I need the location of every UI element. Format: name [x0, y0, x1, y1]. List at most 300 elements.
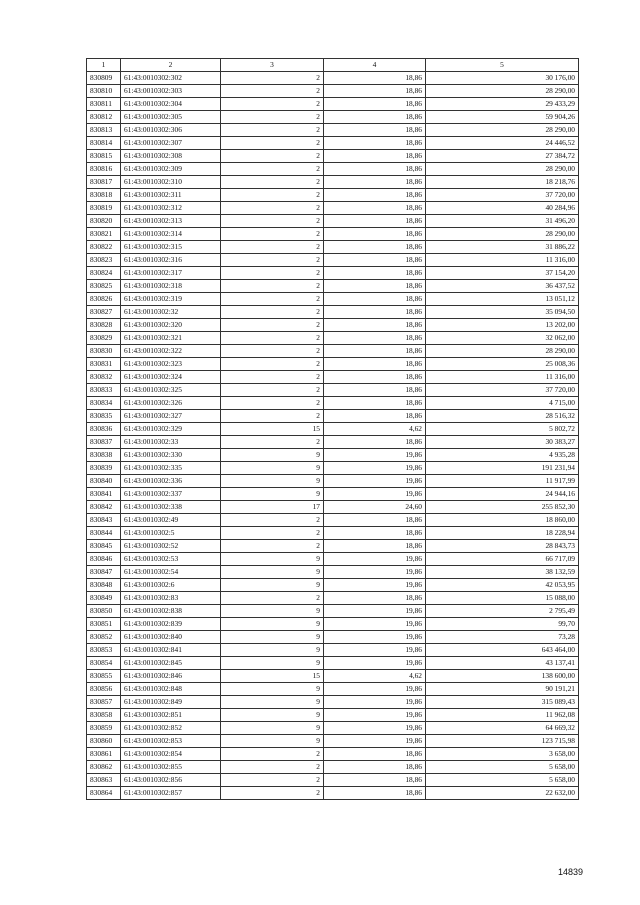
- amount-cell: 18 228,94: [426, 527, 579, 540]
- rate-cell: 18,86: [324, 176, 426, 189]
- row-number-cell: 830851: [87, 618, 121, 631]
- table-row: [87, 462, 579, 475]
- amount-cell: 29 433,29: [426, 98, 579, 111]
- row-number-cell: 830849: [87, 592, 121, 605]
- cadastral-number-cell: 61:43:0010302:326: [121, 397, 221, 410]
- amount-cell: 30 176,00: [426, 72, 579, 85]
- table-row: [87, 124, 579, 137]
- amount-cell: 43 137,41: [426, 657, 579, 670]
- group-cell: 2: [221, 124, 324, 137]
- cadastral-number-cell: 61:43:0010302:33: [121, 436, 221, 449]
- amount-cell: 99,70: [426, 618, 579, 631]
- table-row: [87, 449, 579, 462]
- row-number-cell: 830858: [87, 709, 121, 722]
- group-cell: 9: [221, 683, 324, 696]
- rate-cell: 18,86: [324, 137, 426, 150]
- table-row: [87, 488, 579, 501]
- cadastral-number-cell: 61:43:0010302:304: [121, 98, 221, 111]
- amount-cell: 11 917,99: [426, 475, 579, 488]
- amount-cell: 37 720,00: [426, 384, 579, 397]
- row-number-cell: 830819: [87, 202, 121, 215]
- amount-cell: 28 843,73: [426, 540, 579, 553]
- cadastral-number-cell: 61:43:0010302:336: [121, 475, 221, 488]
- row-number-cell: 830812: [87, 111, 121, 124]
- rate-cell: 18,86: [324, 150, 426, 163]
- amount-cell: 5 802,72: [426, 423, 579, 436]
- amount-cell: 37 154,20: [426, 267, 579, 280]
- group-cell: 2: [221, 111, 324, 124]
- table-row: [87, 280, 579, 293]
- rate-cell: 19,86: [324, 696, 426, 709]
- cadastral-number-cell: 61:43:0010302:6: [121, 579, 221, 592]
- amount-cell: 5 658,00: [426, 761, 579, 774]
- group-cell: 2: [221, 189, 324, 202]
- cadastral-number-cell: 61:43:0010302:49: [121, 514, 221, 527]
- table-row: [87, 475, 579, 488]
- cadastral-number-cell: 61:43:0010302:307: [121, 137, 221, 150]
- cadastral-number-cell: 61:43:0010302:54: [121, 566, 221, 579]
- amount-cell: 191 231,94: [426, 462, 579, 475]
- group-cell: 9: [221, 566, 324, 579]
- group-cell: 2: [221, 267, 324, 280]
- group-cell: 9: [221, 618, 324, 631]
- cadastral-number-cell: 61:43:0010302:839: [121, 618, 221, 631]
- amount-cell: 4 935,28: [426, 449, 579, 462]
- row-number-cell: 830813: [87, 124, 121, 137]
- table-row: [87, 98, 579, 111]
- rate-cell: 18,86: [324, 787, 426, 800]
- amount-cell: 11 962,08: [426, 709, 579, 722]
- group-cell: 9: [221, 605, 324, 618]
- group-cell: 9: [221, 488, 324, 501]
- amount-cell: 255 852,30: [426, 501, 579, 514]
- rate-cell: 18,86: [324, 345, 426, 358]
- rate-cell: 18,86: [324, 163, 426, 176]
- amount-cell: 40 284,96: [426, 202, 579, 215]
- column-header-1: 1: [87, 59, 121, 72]
- row-number-cell: 830834: [87, 397, 121, 410]
- rate-cell: 18,86: [324, 592, 426, 605]
- group-cell: 9: [221, 709, 324, 722]
- amount-cell: 66 717,09: [426, 553, 579, 566]
- rate-cell: 18,86: [324, 228, 426, 241]
- table-row: [87, 579, 579, 592]
- cadastral-number-cell: 61:43:0010302:313: [121, 215, 221, 228]
- table-row: [87, 605, 579, 618]
- cadastral-number-cell: 61:43:0010302:840: [121, 631, 221, 644]
- amount-cell: 24 446,52: [426, 137, 579, 150]
- rate-cell: 19,86: [324, 605, 426, 618]
- rate-cell: 4,62: [324, 670, 426, 683]
- group-cell: 2: [221, 332, 324, 345]
- group-cell: 2: [221, 72, 324, 85]
- group-cell: 2: [221, 176, 324, 189]
- table-row: [87, 501, 579, 514]
- row-number-cell: 830815: [87, 150, 121, 163]
- data-table: [86, 58, 579, 800]
- amount-cell: 36 437,52: [426, 280, 579, 293]
- table-row: [87, 644, 579, 657]
- group-cell: 2: [221, 761, 324, 774]
- row-number-cell: 830859: [87, 722, 121, 735]
- rate-cell: 19,86: [324, 657, 426, 670]
- row-number-cell: 830850: [87, 605, 121, 618]
- rate-cell: 19,86: [324, 449, 426, 462]
- rate-cell: 18,86: [324, 540, 426, 553]
- table-row: [87, 202, 579, 215]
- rate-cell: 18,86: [324, 241, 426, 254]
- table-row: [87, 631, 579, 644]
- row-number-cell: 830825: [87, 280, 121, 293]
- amount-cell: 15 088,00: [426, 592, 579, 605]
- row-number-cell: 830841: [87, 488, 121, 501]
- cadastral-number-cell: 61:43:0010302:327: [121, 410, 221, 423]
- table-row: [87, 72, 579, 85]
- rate-cell: 18,86: [324, 371, 426, 384]
- table-row: [87, 358, 579, 371]
- amount-cell: 37 720,00: [426, 189, 579, 202]
- amount-cell: 11 316,00: [426, 371, 579, 384]
- group-cell: 9: [221, 462, 324, 475]
- group-cell: 2: [221, 280, 324, 293]
- amount-cell: 13 202,00: [426, 319, 579, 332]
- row-number-cell: 830816: [87, 163, 121, 176]
- amount-cell: 28 290,00: [426, 85, 579, 98]
- table-row: [87, 254, 579, 267]
- group-cell: 2: [221, 150, 324, 163]
- row-number-cell: 830827: [87, 306, 121, 319]
- group-cell: 2: [221, 163, 324, 176]
- group-cell: 2: [221, 228, 324, 241]
- group-cell: 2: [221, 85, 324, 98]
- rate-cell: 18,86: [324, 254, 426, 267]
- cadastral-number-cell: 61:43:0010302:308: [121, 150, 221, 163]
- row-number-cell: 830857: [87, 696, 121, 709]
- cadastral-number-cell: 61:43:0010302:845: [121, 657, 221, 670]
- rate-cell: 18,86: [324, 124, 426, 137]
- row-number-cell: 830846: [87, 553, 121, 566]
- rate-cell: 4,62: [324, 423, 426, 436]
- table-row: [87, 618, 579, 631]
- rate-cell: 18,86: [324, 293, 426, 306]
- cadastral-number-cell: 61:43:0010302:306: [121, 124, 221, 137]
- rate-cell: 24,60: [324, 501, 426, 514]
- table-row: [87, 774, 579, 787]
- group-cell: 2: [221, 254, 324, 267]
- table-row: [87, 683, 579, 696]
- row-number-cell: 830860: [87, 735, 121, 748]
- row-number-cell: 830810: [87, 85, 121, 98]
- group-cell: 9: [221, 696, 324, 709]
- group-cell: 2: [221, 384, 324, 397]
- amount-cell: 643 464,00: [426, 644, 579, 657]
- cadastral-number-cell: 61:43:0010302:330: [121, 449, 221, 462]
- rate-cell: 18,86: [324, 397, 426, 410]
- cadastral-number-cell: 61:43:0010302:838: [121, 605, 221, 618]
- amount-cell: 22 632,00: [426, 787, 579, 800]
- row-number-cell: 830833: [87, 384, 121, 397]
- cadastral-number-cell: 61:43:0010302:315: [121, 241, 221, 254]
- row-number-cell: 830861: [87, 748, 121, 761]
- table-body: [87, 72, 579, 800]
- cadastral-number-cell: 61:43:0010302:314: [121, 228, 221, 241]
- row-number-cell: 830852: [87, 631, 121, 644]
- rate-cell: 18,86: [324, 111, 426, 124]
- cadastral-number-cell: 61:43:0010302:302: [121, 72, 221, 85]
- table-row: [87, 514, 579, 527]
- rate-cell: 19,86: [324, 644, 426, 657]
- cadastral-number-cell: 61:43:0010302:855: [121, 761, 221, 774]
- amount-cell: 28 290,00: [426, 163, 579, 176]
- rate-cell: 18,86: [324, 761, 426, 774]
- cadastral-number-cell: 61:43:0010302:317: [121, 267, 221, 280]
- cadastral-number-cell: 61:43:0010302:329: [121, 423, 221, 436]
- table-row: [87, 553, 579, 566]
- table-row: [87, 709, 579, 722]
- amount-cell: 32 062,00: [426, 332, 579, 345]
- table-row: [87, 85, 579, 98]
- amount-cell: 24 944,16: [426, 488, 579, 501]
- table-row: [87, 267, 579, 280]
- table-row: [87, 397, 579, 410]
- page-number: 14839: [558, 867, 584, 877]
- cadastral-number-cell: 61:43:0010302:321: [121, 332, 221, 345]
- table-row: [87, 423, 579, 436]
- rate-cell: 18,86: [324, 410, 426, 423]
- cadastral-number-cell: 61:43:0010302:846: [121, 670, 221, 683]
- rate-cell: 18,86: [324, 774, 426, 787]
- rate-cell: 18,86: [324, 319, 426, 332]
- table-row: [87, 566, 579, 579]
- table-row: [87, 189, 579, 202]
- cadastral-number-cell: 61:43:0010302:322: [121, 345, 221, 358]
- cadastral-number-cell: 61:43:0010302:325: [121, 384, 221, 397]
- amount-cell: 28 290,00: [426, 228, 579, 241]
- table-row: [87, 306, 579, 319]
- row-number-cell: 830832: [87, 371, 121, 384]
- cadastral-number-cell: 61:43:0010302:318: [121, 280, 221, 293]
- group-cell: 9: [221, 644, 324, 657]
- cadastral-number-cell: 61:43:0010302:320: [121, 319, 221, 332]
- group-cell: 2: [221, 215, 324, 228]
- amount-cell: 138 600,00: [426, 670, 579, 683]
- cadastral-number-cell: 61:43:0010302:857: [121, 787, 221, 800]
- table-row: [87, 410, 579, 423]
- rate-cell: 18,86: [324, 267, 426, 280]
- cadastral-number-cell: 61:43:0010302:316: [121, 254, 221, 267]
- group-cell: 2: [221, 748, 324, 761]
- cadastral-number-cell: 61:43:0010302:854: [121, 748, 221, 761]
- cadastral-number-cell: 61:43:0010302:848: [121, 683, 221, 696]
- cadastral-number-cell: 61:43:0010302:310: [121, 176, 221, 189]
- table-row: [87, 696, 579, 709]
- row-number-cell: 830837: [87, 436, 121, 449]
- amount-cell: 42 053,95: [426, 579, 579, 592]
- amount-cell: 25 008,36: [426, 358, 579, 371]
- amount-cell: 13 051,12: [426, 293, 579, 306]
- group-cell: 9: [221, 657, 324, 670]
- rate-cell: 19,86: [324, 462, 426, 475]
- group-cell: 9: [221, 722, 324, 735]
- row-number-cell: 830809: [87, 72, 121, 85]
- cadastral-number-cell: 61:43:0010302:849: [121, 696, 221, 709]
- row-number-cell: 830836: [87, 423, 121, 436]
- row-number-cell: 830840: [87, 475, 121, 488]
- row-number-cell: 830839: [87, 462, 121, 475]
- group-cell: 2: [221, 774, 324, 787]
- rate-cell: 18,86: [324, 202, 426, 215]
- rate-cell: 19,86: [324, 618, 426, 631]
- cadastral-number-cell: 61:43:0010302:53: [121, 553, 221, 566]
- table-row: [87, 787, 579, 800]
- cadastral-number-cell: 61:43:0010302:337: [121, 488, 221, 501]
- rate-cell: 18,86: [324, 527, 426, 540]
- group-cell: 2: [221, 410, 324, 423]
- rate-cell: 18,86: [324, 306, 426, 319]
- group-cell: 2: [221, 306, 324, 319]
- amount-cell: 73,28: [426, 631, 579, 644]
- group-cell: 2: [221, 397, 324, 410]
- table-row: [87, 527, 579, 540]
- row-number-cell: 830838: [87, 449, 121, 462]
- cadastral-number-cell: 61:43:0010302:305: [121, 111, 221, 124]
- table-row: [87, 540, 579, 553]
- row-number-cell: 830814: [87, 137, 121, 150]
- row-number-cell: 830844: [87, 527, 121, 540]
- row-number-cell: 830817: [87, 176, 121, 189]
- amount-cell: 28 290,00: [426, 345, 579, 358]
- table-row: [87, 657, 579, 670]
- cadastral-number-cell: 61:43:0010302:338: [121, 501, 221, 514]
- row-number-cell: 830855: [87, 670, 121, 683]
- group-cell: 2: [221, 345, 324, 358]
- amount-cell: 27 384,72: [426, 150, 579, 163]
- cadastral-number-cell: 61:43:0010302:841: [121, 644, 221, 657]
- rate-cell: 18,86: [324, 280, 426, 293]
- amount-cell: 123 715,98: [426, 735, 579, 748]
- rate-cell: 18,86: [324, 358, 426, 371]
- row-number-cell: 830845: [87, 540, 121, 553]
- amount-cell: 90 191,21: [426, 683, 579, 696]
- row-number-cell: 830820: [87, 215, 121, 228]
- row-number-cell: 830842: [87, 501, 121, 514]
- amount-cell: 5 658,00: [426, 774, 579, 787]
- table-row: [87, 228, 579, 241]
- cadastral-number-cell: 61:43:0010302:335: [121, 462, 221, 475]
- table-row: [87, 384, 579, 397]
- rate-cell: 19,86: [324, 488, 426, 501]
- row-number-cell: 830822: [87, 241, 121, 254]
- rate-cell: 19,86: [324, 579, 426, 592]
- cadastral-number-cell: 61:43:0010302:5: [121, 527, 221, 540]
- rate-cell: 19,86: [324, 631, 426, 644]
- cadastral-number-cell: 61:43:0010302:853: [121, 735, 221, 748]
- table-row: [87, 735, 579, 748]
- group-cell: 2: [221, 137, 324, 150]
- amount-cell: 28 516,32: [426, 410, 579, 423]
- table-row: [87, 111, 579, 124]
- group-cell: 2: [221, 319, 324, 332]
- group-cell: 15: [221, 670, 324, 683]
- row-number-cell: 830831: [87, 358, 121, 371]
- row-number-cell: 830823: [87, 254, 121, 267]
- row-number-cell: 830826: [87, 293, 121, 306]
- row-number-cell: 830864: [87, 787, 121, 800]
- row-number-cell: 830853: [87, 644, 121, 657]
- rate-cell: 18,86: [324, 189, 426, 202]
- row-number-cell: 830818: [87, 189, 121, 202]
- table-row: [87, 748, 579, 761]
- row-number-cell: 830828: [87, 319, 121, 332]
- row-number-cell: 830829: [87, 332, 121, 345]
- table-row: [87, 722, 579, 735]
- group-cell: 17: [221, 501, 324, 514]
- table-row: [87, 215, 579, 228]
- group-cell: 2: [221, 371, 324, 384]
- table-row: [87, 293, 579, 306]
- rate-cell: 19,86: [324, 735, 426, 748]
- column-header-5: 5: [426, 59, 579, 72]
- table-row: [87, 137, 579, 150]
- row-number-cell: 830843: [87, 514, 121, 527]
- group-cell: 9: [221, 631, 324, 644]
- group-cell: 2: [221, 241, 324, 254]
- amount-cell: 35 094,50: [426, 306, 579, 319]
- cadastral-number-cell: 61:43:0010302:323: [121, 358, 221, 371]
- row-number-cell: 830862: [87, 761, 121, 774]
- amount-cell: 38 132,59: [426, 566, 579, 579]
- cadastral-number-cell: 61:43:0010302:319: [121, 293, 221, 306]
- cadastral-number-cell: 61:43:0010302:311: [121, 189, 221, 202]
- amount-cell: 3 658,00: [426, 748, 579, 761]
- cadastral-number-cell: 61:43:0010302:852: [121, 722, 221, 735]
- table-row: [87, 332, 579, 345]
- group-cell: 2: [221, 592, 324, 605]
- row-number-cell: 830835: [87, 410, 121, 423]
- table-row: [87, 150, 579, 163]
- rate-cell: 18,86: [324, 748, 426, 761]
- cadastral-number-cell: 61:43:0010302:32: [121, 306, 221, 319]
- table-row: [87, 670, 579, 683]
- group-cell: 2: [221, 98, 324, 111]
- group-cell: 2: [221, 436, 324, 449]
- rate-cell: 18,86: [324, 436, 426, 449]
- cadastral-number-cell: 61:43:0010302:312: [121, 202, 221, 215]
- amount-cell: 59 904,26: [426, 111, 579, 124]
- cadastral-number-cell: 61:43:0010302:83: [121, 592, 221, 605]
- amount-cell: 18 218,76: [426, 176, 579, 189]
- cadastral-number-cell: 61:43:0010302:851: [121, 709, 221, 722]
- amount-cell: 2 795,49: [426, 605, 579, 618]
- rate-cell: 18,86: [324, 72, 426, 85]
- row-number-cell: 830824: [87, 267, 121, 280]
- amount-cell: 18 860,00: [426, 514, 579, 527]
- group-cell: 2: [221, 540, 324, 553]
- table-row: [87, 761, 579, 774]
- cadastral-number-cell: 61:43:0010302:309: [121, 163, 221, 176]
- header-row: [87, 59, 579, 72]
- amount-cell: 31 886,22: [426, 241, 579, 254]
- cadastral-number-cell: 61:43:0010302:856: [121, 774, 221, 787]
- row-number-cell: 830856: [87, 683, 121, 696]
- table-row: [87, 345, 579, 358]
- column-header-2: 2: [121, 59, 221, 72]
- amount-cell: 30 383,27: [426, 436, 579, 449]
- group-cell: 9: [221, 579, 324, 592]
- table-row: [87, 436, 579, 449]
- table-row: [87, 371, 579, 384]
- cadastral-number-cell: 61:43:0010302:52: [121, 540, 221, 553]
